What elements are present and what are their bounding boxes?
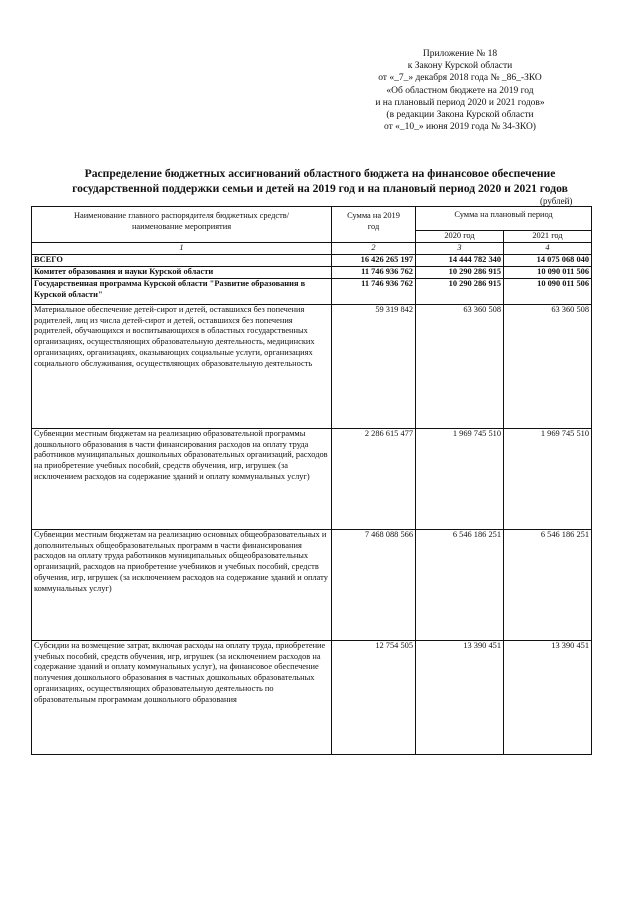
- header-2019: Сумма на 2019 год: [332, 207, 416, 243]
- column-number: 4: [504, 243, 592, 255]
- table-row: [32, 640, 592, 754]
- value-2021: 6 546 186 251: [504, 529, 592, 640]
- value-2019: 7 468 088 566: [332, 529, 416, 640]
- value-2020: 10 290 286 915: [416, 266, 504, 278]
- header-name: Наименование главного распорядителя бюджетных средств/наименование мероприятия: [32, 207, 332, 243]
- appendix-line: к Закону Курской области: [407, 61, 513, 72]
- value-2020: 14 444 782 340: [416, 254, 504, 266]
- value-2021: 63 360 508: [504, 304, 592, 428]
- column-number: 3: [416, 243, 504, 255]
- currency-note: (рублей): [540, 196, 573, 206]
- value-2020: 1 969 745 510: [416, 428, 504, 529]
- table-row: [32, 266, 592, 278]
- header-plan: Сумма на плановый период: [416, 207, 592, 231]
- appendix-line: от «_10_» июня 2019 года № 34-ЗКО): [384, 122, 536, 133]
- appendix-line: от «_7_» декабря 2018 года № _86_-ЗКО: [378, 73, 542, 84]
- value-2019: 59 319 842: [332, 304, 416, 428]
- appendix-line: и на плановый период 2020 и 2021 годов»: [375, 97, 545, 108]
- title-line: Распределение бюджетных ассигнований областного бюджета на финансовое обеспечение: [84, 167, 556, 180]
- table-row: [32, 304, 592, 428]
- value-2021: 1 969 745 510: [504, 428, 592, 529]
- row-name: Государственная программа Курской области "Развитие образования в Курской области": [32, 278, 332, 304]
- row-name: Материальное обеспечение детей-сирот и детей, оставшихся без попечения родителей, лиц из числа детей-сирот и детей, оставшихся без попечения родителей, обучающихся и воспитывающихся в областных государственных организациях, осуществляющих образовательную деятельность, медицинских организациях, организациях, оказывающих социальные услуги, организациях социального обслуживания, осуществляющих образовательную деятельность: [32, 304, 332, 428]
- value-2019: 12 754 505: [332, 640, 416, 754]
- value-2021: 10 090 011 506: [504, 278, 592, 304]
- column-number-row: [32, 243, 592, 255]
- table-row: [32, 529, 592, 640]
- table-row: [32, 278, 592, 304]
- appendix-line: (в редакции Закона Курской области: [386, 110, 534, 121]
- column-number: 1: [32, 243, 332, 255]
- value-2019: 2 286 615 477: [332, 428, 416, 529]
- row-name: Субвенции местным бюджетам на реализацию основных общеобразовательных и дополнительных общеобразовательных программ в части финансирования расходов на оплату труда работников муниципальных общеобразовательных организаций, расходов на приобретение учебников и учебных пособий, средств обучения, игр, игрушек (за исключением расходов на содержание зданий и оплату коммунальных услуг): [32, 529, 332, 640]
- table-row: [32, 254, 592, 266]
- title-line: государственной поддержки семьи и детей на 2019 год и на плановый период 2020 и 2021 годов: [72, 182, 568, 195]
- value-2020: 63 360 508: [416, 304, 504, 428]
- appendix-block: [360, 48, 560, 133]
- value-2019: 11 746 936 762: [332, 266, 416, 278]
- value-2021: 14 075 068 040: [504, 254, 592, 266]
- appendix-line: «Об областном бюджете на 2019 год: [386, 85, 534, 96]
- value-2019: 16 426 265 197: [332, 254, 416, 266]
- value-2020: 10 290 286 915: [416, 278, 504, 304]
- value-2020: 6 546 186 251: [416, 529, 504, 640]
- header-row: [32, 207, 592, 231]
- appendix-line: Приложение № 18: [422, 49, 498, 59]
- value-2021: 13 390 451: [504, 640, 592, 754]
- table-row: [32, 428, 592, 529]
- row-name: Субсидии на возмещение затрат, включая расходы на оплату труда, приобретение учебных пособий, средств обучения, игр, игрушек (за исключением расходов на содержание зданий и оплату коммунальных услуг), на финансовое обеспечение получения дошкольного образования в частных дошкольных образовательных организациях, осуществляющих образовательную деятельность по образовательным программам дошкольного образования: [32, 640, 332, 754]
- column-number: 2: [332, 243, 416, 255]
- document-title: [40, 166, 600, 196]
- budget-table: [31, 206, 592, 755]
- row-name: ВСЕГО: [32, 254, 332, 266]
- row-name: Субвенции местным бюджетам на реализацию образовательной программы дошкольного образования в части финансирования расходов на оплату труда работников муниципальных дошкольных образовательных организаций, расходов на приобретение учебных пособий, средств обучения, игр, игрушек (за исключением расходов на содержание зданий и оплату коммунальных услуг): [32, 428, 332, 529]
- value-2020: 13 390 451: [416, 640, 504, 754]
- header-2021: 2021 год: [504, 231, 592, 243]
- value-2019: 11 746 936 762: [332, 278, 416, 304]
- value-2021: 10 090 011 506: [504, 266, 592, 278]
- row-name: Комитет образования и науки Курской области: [32, 266, 332, 278]
- header-2020: 2020 год: [416, 231, 504, 243]
